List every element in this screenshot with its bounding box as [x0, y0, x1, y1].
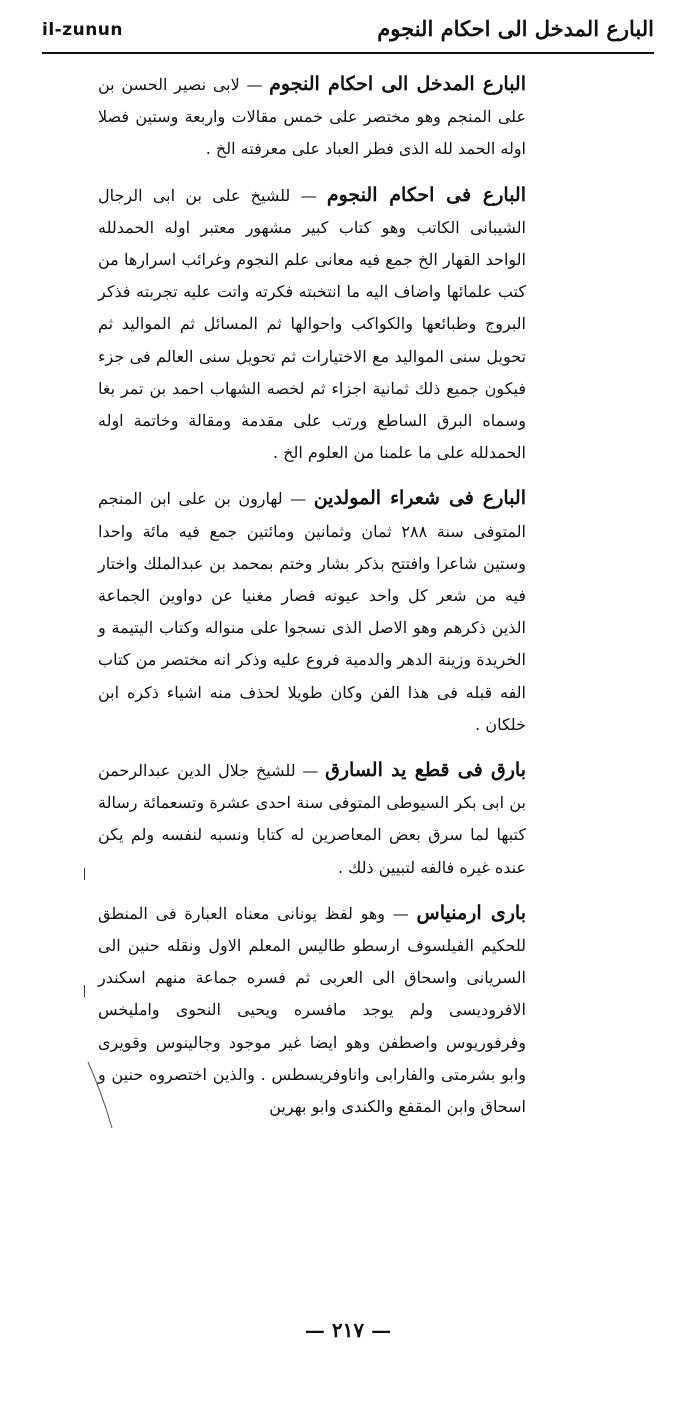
page-number: — ٢١٧ —: [304, 1318, 392, 1342]
entry-title: البارع فى شعراء المولدين: [313, 487, 527, 510]
entry-body: — لهارون بن على ابن المنجم المتوفى سنة ٢٨٨ ثمان وثمانين ومائتين جمع فيه مائة واحدا وستين شاعرا وافتتح بذكر بشار وختم بمحمد بن عبدالملك واختار فيه من شعر كل واحد عيونه فصار مغنيا عن دواوين الجماعة الذين ذكرهم وهو الاصل الذى نسجوا على منواله وكتاب اليتيمة و الخريدة وزينة الدهر والدمية فروع عليه وذكر انه مختصر من كتاب الفه قبله فى هذا الفن وكان طويلا لحذف منه اشياء ذكره ابن خلكان .: [98, 489, 527, 734]
margin-pencil-mark: [86, 1060, 114, 1130]
entry-body: — وهو لفظ يونانى معناه العبارة فى المنطق للحكيم الفيلسوف ارسطو طاليس المعلم الاول ونقله حنين الى السريانى واسحاق الى العربى ثم فسره جماعة منهم اسكندر الافروديسى ولم يوجد مافسره ويحيى النحوى وامليخس وفرفوريوس واصطفن وهو ايضا غير موجود وجالينوس وقويرى وابو بشرمتى والفارابى واناوفريسطس . والذين اختصروه حنين و اسحاق وابن المقفع والكندى وابو بهرين: [98, 903, 526, 1117]
entry-al-bari-ahkam: [98, 179, 526, 470]
entry-title: بارق فى قطع يد السارق: [325, 759, 527, 782]
running-header: [42, 16, 654, 50]
page-body: [98, 68, 526, 1136]
margin-tick: [84, 868, 85, 880]
entry-body: — للشيخ على بن ابى الرجال الشيبانى الكاتب وهو كتاب كبير مشهور معتبر اوله الحمدلله الواحد القهار الخ جمع فيه معانى علم النجوم وغرائب اسرارها من كتب علمائها واضاف اليه ما انتخبته فكرته واتت عليه تجربته فذكر البروج وطبائعها والكواكب واحوالها ثم المسائل ثم المواليد ثم تحويل سنى المواليد مع الاختيارات ثم تحويل سنى العالم فى جزء فيكون جميع ذلك ثمانية اجزاء ثم لخصه الشهاب احمد بن تمر بغا وسماه البرق الساطع ورتب على مقدمة ومقالة وخاتمة اوله الحمدلله على ما علمنا من العلوم الخ .: [98, 185, 527, 463]
entry-title: بارى ارمنياس: [416, 901, 526, 924]
entry-al-bari-madkhal: [98, 68, 526, 166]
entry-al-bari-shuara: [98, 482, 526, 741]
header-rule: [42, 52, 654, 54]
entry-body: — لابى نصير الحسن بن على المنجم وهو مختصر على خمس مقالات واربعة وستين فصلا اوله الحمد لله الذى فطر العباد على معرفته الخ .: [98, 75, 526, 159]
entry-body: — للشيخ جلال الدين عبدالرحمن بن ابى بكر السيوطى المتوفى سنة احدى عشرة وتسعمائة رسالة كتبها لما سرق بعض المعاصرين له كتابا ونسبه لنفسه ولم يكن عنده غيره فالفه لتبيين ذلك .: [98, 761, 526, 877]
entry-title: البارع المدخل الى احكام النجوم: [269, 73, 526, 95]
entry-bari-armeniyas: [98, 897, 526, 1123]
header-title: البارع المدخل الى احكام النجوم: [377, 16, 654, 41]
margin-tick: [84, 985, 85, 997]
entry-bariq: [98, 754, 526, 884]
entry-title: البارع فى احكام النجوم: [326, 183, 526, 206]
header-left-text: il-zunun: [42, 20, 124, 40]
